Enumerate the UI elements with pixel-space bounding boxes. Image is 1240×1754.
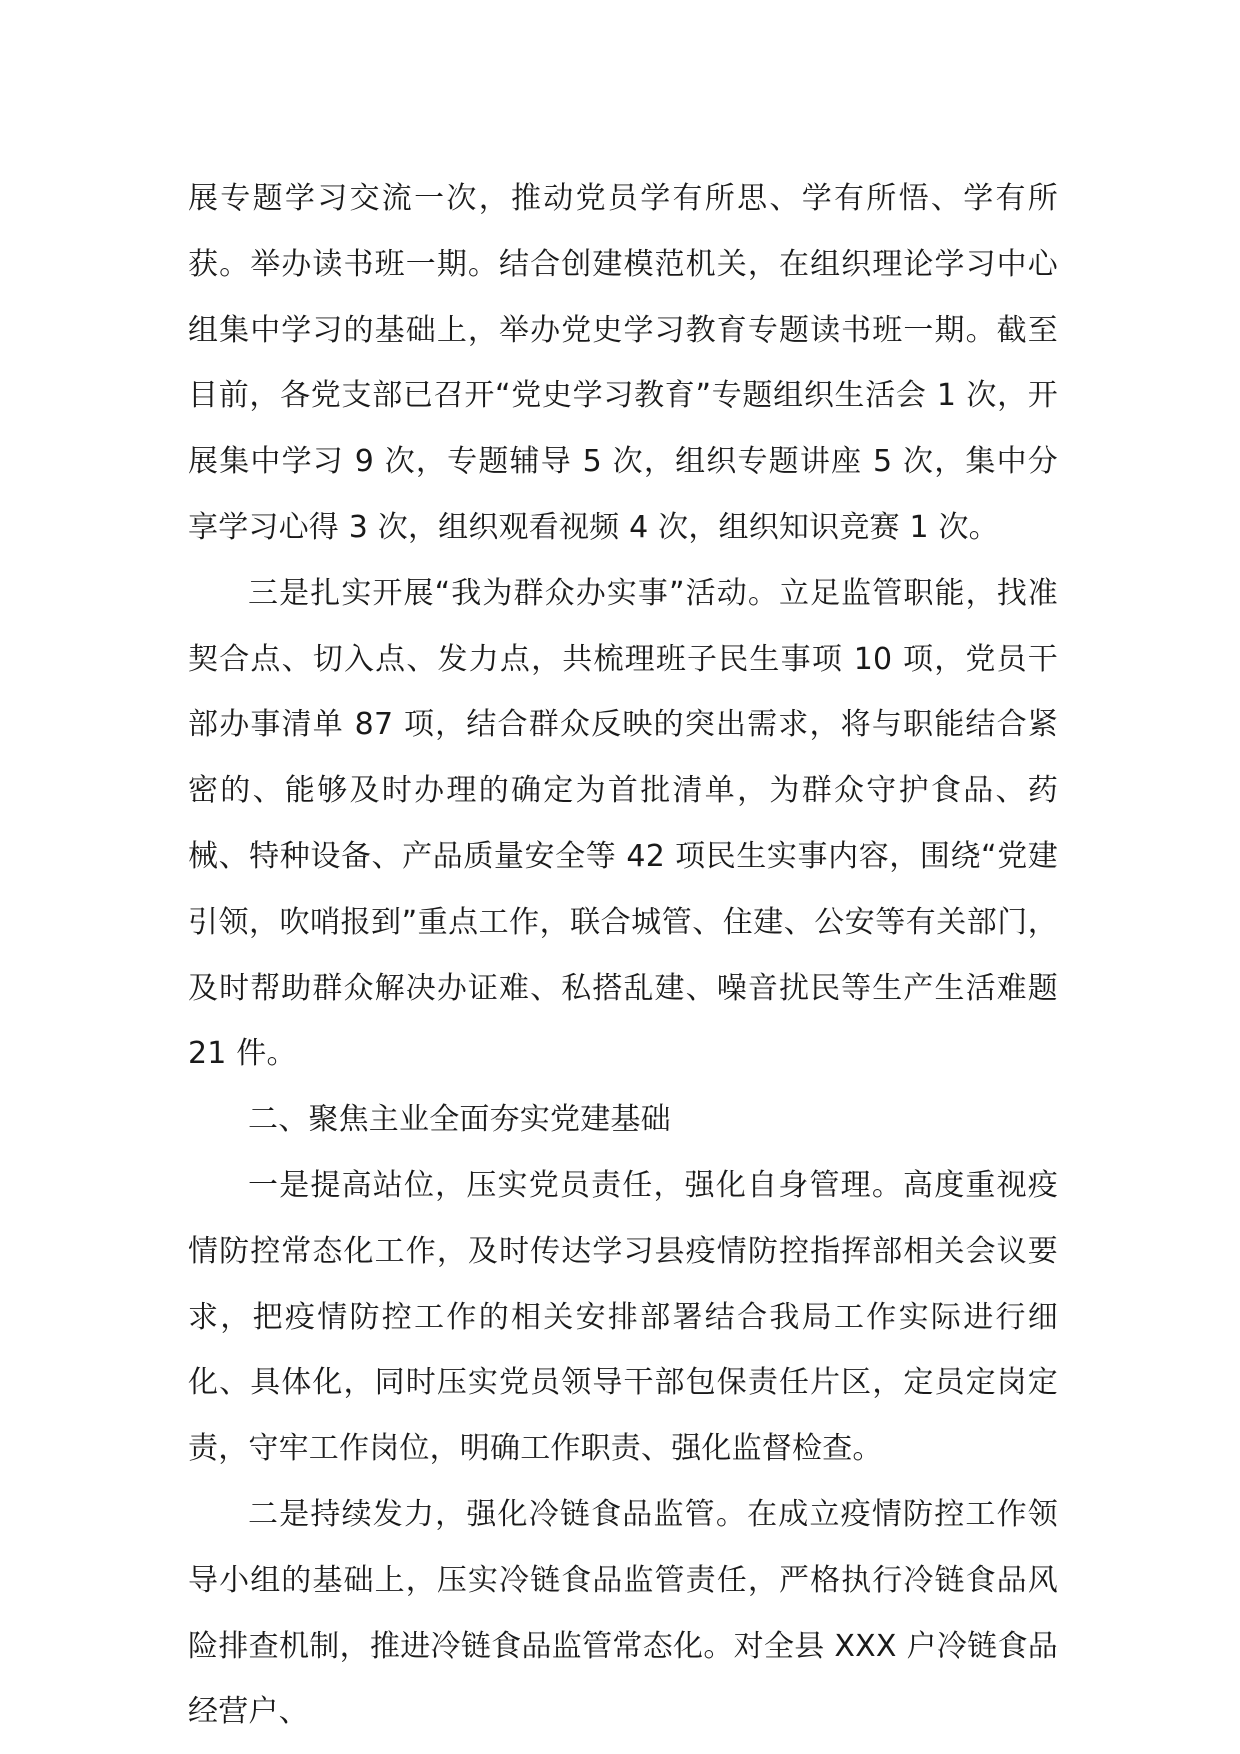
paragraph-continuation: 展专题学习交流一次，推动党员学有所思、学有所悟、学有所获。举办读书班一期。结合创建模范机关，在组织理论学习中心组集中学习的基础上，举办党史学习教育专题读书班一期。截至目前，各党支部已召开“党史学习教育”专题组织生活会 1 次，开展集中学习 9 次，专题辅导 5 次，组织专题讲座 5 次，集中分享学习心得 3 次，组织观看视频 4 次，组织知识竞赛 1 次。 xyxy=(188,181,1058,545)
paragraph-service-activity: 三是扎实开展“我为群众办实事”活动。立足监管职能，找准契合点、切入点、发力点，共梳理班子民生事项 10 项，党员干部办事清单 87 项，结合群众反映的突出需求，将与职能结合紧密的、能够及时办理的确定为首批清单，为群众守护食品、药械、特种设备、产品质量安全等 42 项民生实事内容，围绕“党建引领，吹哨报到”重点工作，联合城管、住建、公安等有关部门，及时帮助群众解决办证难、私搭乱建、噪音扰民等生产生活难题 21 件。 xyxy=(188,575,1058,1072)
paragraph-cold-chain: 二是持续发力，强化冷链食品监管。在成立疫情防控工作领导小组的基础上，压实冷链食品监管责任，严格执行冷链食品风险排查机制，推进冷链食品监管常态化。对全县 XXX 户冷链食品经营户、 xyxy=(188,1496,1058,1730)
paragraph-responsibility: 一是提高站位，压实党员责任，强化自身管理。高度重视疫情防控常态化工作，及时传达学习县疫情防控指挥部相关会议要求，把疫情防控工作的相关安排部署结合我局工作实际进行细化、具体化，同时压实党员领导干部包保责任片区，定员定岗定责，守牢工作岗位，明确工作职责、强化监督检查。 xyxy=(188,1167,1058,1467)
section-heading: 二、聚焦主业全面夯实党建基础 xyxy=(248,1102,671,1138)
document-body xyxy=(188,166,1058,1745)
